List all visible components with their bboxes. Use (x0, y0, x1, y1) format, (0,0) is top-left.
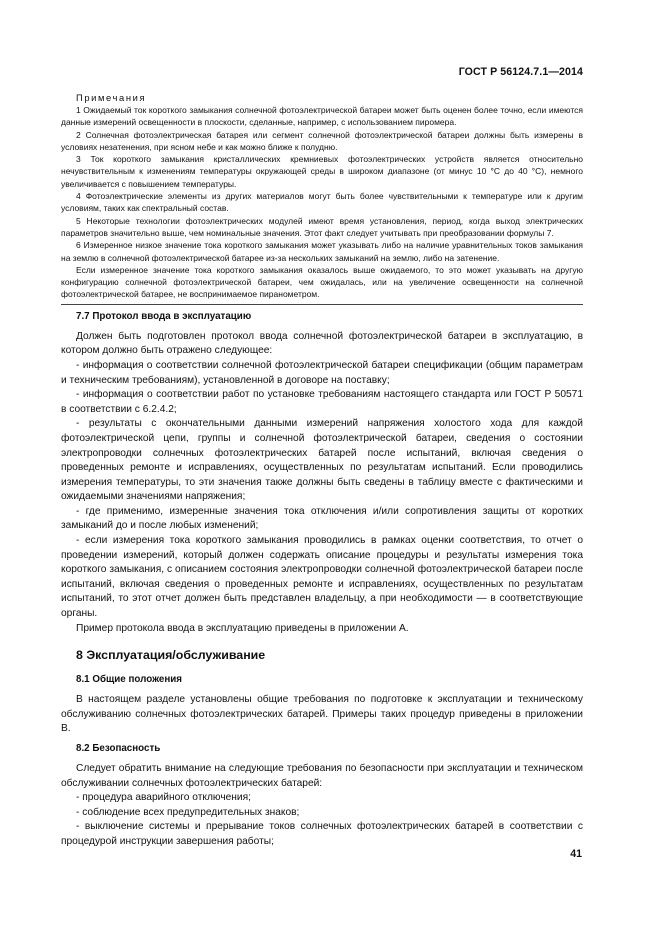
notes-title: Примечания (76, 92, 147, 103)
list-item: - если измерения тока короткого замыкания проводились в рамках оценки соответствия, то отчет о проведении измерений, который должен содержать описание процедуры и результаты измерения тока короткого замыкания, с описанием состояния электропроводки солнечной фотоэлектрической батареи после испытаний, включая сведения о проведенных ремонте и исправлениях, осуществленных по результатам испытаний, то этот отчет должен быть представлен владельцу, а при необходимости — в соответствующие органы. (61, 535, 583, 620)
section-7-7-closing: Пример протокола ввода в эксплуатацию приведены в приложении А. (76, 622, 409, 634)
page-content (61, 92, 583, 850)
list-item: - результаты с окончательными данными измерений напряжения холостого хода для каждой фотоэлектрической цепи, группы и солнечной фотоэлектрической батареи, сведения о состоянии электропроводки солнечных фотоэлектрических батарей после испытаний, включая сведения о проведенных ремонте и исправлениях, осуществленных по результатам испытаний. Если проводились измерения температуры, то эти значения также должны быть сведены в таблицу вместе с фактическими и ожидаемыми значениями напряжения; (61, 418, 583, 503)
list-item: - информация о соответствии солнечной фотоэлектрической батареи спецификации (общим параметрам и техническим требованиям), установленной в договоре на поставку; (61, 359, 583, 386)
list-item: - соблюдение всех предупредительных знаков; (76, 806, 300, 818)
document-header: ГОСТ Р 56124.7.1—2014 (458, 66, 583, 78)
note-item: 4 Фотоэлектрические элементы из других материалов могут быть более чувствительными к температуре или к другим условиям, таких как спектральный состав. (61, 191, 583, 214)
list-item: - где применимо, измеренные значения тока отключения и/или сопротивления защиты от коротких замыканий до и после любых изменений; (61, 505, 583, 532)
list-item: - информация о соответствии работ по установке требованиям настоящего стандарта или ГОСТ Р 50571 в соответствии с 6.2.4.2; (61, 389, 583, 415)
section-7-7-heading: 7.7 Протокол ввода в эксплуатацию (76, 310, 252, 322)
section-8-2-heading: 8.2 Безопасность (76, 743, 161, 754)
notes-divider (61, 304, 583, 305)
list-item: - процедура аварийного отключения; (76, 792, 251, 804)
section-8-2-intro: Следует обратить внимание на следующие требования по безопасности при эксплуатации и техническом обслуживании солнечных фотоэлектрических батарей: (61, 763, 583, 789)
section-7-7-intro: Должен быть подготовлен протокол ввода солнечной фотоэлектрической батареи в эксплуатацию, в котором должно быть отражено следующее: (61, 330, 583, 357)
section-8-heading: 8 Эксплуатация/обслуживание (76, 648, 266, 663)
note-item: 1 Ожидаемый ток короткого замыкания солнечной фотоэлектрической батареи может быть оценен более точно, если имеются данные измерений освещенности в плоскости, сделанные, например, с использованием пиромера. (61, 105, 583, 128)
note-item: 2 Солнечная фотоэлектрическая батарея или сегмент солнечной фотоэлектрической батареи должны быть измерены в условиях незатенения, при ясном небе и как можно ближе к полудню. (61, 129, 583, 152)
section-8-1-text: В настоящем разделе установлены общие требования по подготовке к эксплуатации и техническому обслуживанию солнечных фотоэлектрических батарей. Примеры таких процедур приведены в приложении В. (61, 694, 583, 735)
note-item: 5 Некоторые технологии фотоэлектрических модулей имеют время установления, период, когда выход электрических параметров значительно выше, чем номинальные значения. Этот факт следует учитывать при преобразовании формулы 7. (61, 215, 583, 238)
note-item: 6 Измеренное низкое значение тока короткого замыкания может указывать либо на наличие уравнительных токов замыкания на землю в солнечной фотоэлектрической батарее из-за нескольких замыканий на землю, либо на затенение. (61, 240, 583, 263)
note-item: Если измеренное значение тока короткого замыкания оказалось выше ожидаемого, то это может указывать на другую конфигурацию солнечной фотоэлектрической батареи, чем ожидалась, или на увеличение освещенности на солнечной фотоэлектрической батарее, не воспринимаемое пиранометром. (61, 264, 583, 300)
note-item: 3 Ток короткого замыкания кристаллических кремниевых фотоэлектрических устройств является относительно нечувствительным к изменениям температуры окружающей среды в широком диапазоне (от минус 10 °С до 40 °С), немного увеличивается с повышением температуры. (61, 154, 583, 189)
section-8-1-heading: 8.1 Общие положения (76, 674, 183, 686)
list-item: - выключение системы и прерывание токов солнечных фотоэлектрических батарей в соответствии с процедурой инструкции завершения работы; (61, 821, 583, 847)
page-number: 41 (570, 848, 582, 860)
